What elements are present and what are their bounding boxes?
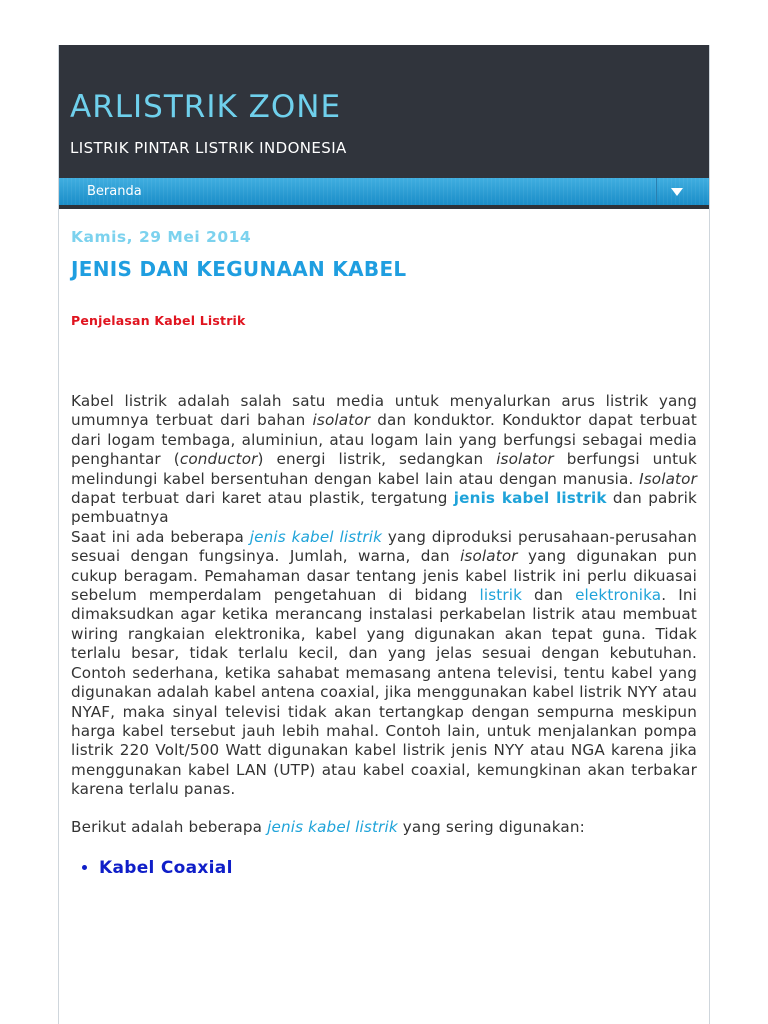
italic-term: Isolator: [639, 469, 697, 488]
nav-menu-toggle[interactable]: [657, 178, 709, 205]
caret-down-icon: [671, 188, 683, 196]
text-segment: yang digunakan pun cukup beragam. Pemahaman dasar tentang jenis kabel listrik ini perlu dikuasai sebelum memperdalam pengetahuan di bidang: [71, 547, 697, 605]
site-title[interactable]: ARLISTRIK ZONE: [70, 89, 342, 125]
paragraph-intro: [71, 392, 697, 528]
italic-term: isolator: [496, 450, 554, 469]
text-segment: dan konduktor. Konduktor dapat terbuat dari logam tembaga, aluminiun, atau logam lain yang berfungsi sebagai media penghantar (: [71, 411, 698, 469]
post-date: Kamis, 29 Mei 2014: [71, 228, 252, 246]
link-jenis-kabel-listrik[interactable]: jenis kabel listrik: [453, 489, 607, 508]
link-elektronika[interactable]: elektronika: [575, 586, 662, 605]
post-body: [71, 392, 697, 837]
cable-type-list: [71, 858, 697, 878]
italic-term: isolator: [312, 411, 371, 430]
text-segment: Berikut adalah beberapa: [71, 817, 268, 836]
post-content: [71, 228, 697, 878]
nav-item-home[interactable]: Beranda: [87, 184, 142, 199]
page-frame: [58, 45, 710, 1024]
post-subheading: Penjelasan Kabel Listrik: [71, 313, 246, 328]
text-segment: yang diproduksi perusahaan-perusahan sesuai dengan fungsinya. Jumlah, warna, dan: [71, 527, 697, 566]
text-segment: Saat ini ada beberapa: [71, 527, 250, 546]
link-jenis-kabel-listrik[interactable]: [250, 528, 382, 546]
text-segment: . Ini dimaksudkan agar ketika merancang instalasi perkabelan listrik atau membuat wiring rangkaian elektronika, kabel yang digunakan akan tepat guna. Tidak terlalu besar, tidak terlalu kecil, dan yang jelas sesuai dengan kebutuhan. Contoh sederhana, ketika sahabat memasang antena televisi, tentu kabel yang digunakan adalah kabel antena coaxial, jika menggunakan kabel listrik NYY atau NYAF, maka sinyal televisi tidak akan tertangkap dengan sempurna meskipun harga kabel tersebut jauh lebih mahal. Contoh lain, untuk menjalankan pompa listrik 220 Volt/500 Watt digunakan kabel listrik jenis NYY atau NGA karena jika menggunakan kabel LAN (UTP) atau kabel coaxial, kemungkinan akan terbakar karena terlalu panas.: [71, 586, 697, 799]
site-header: [59, 45, 709, 178]
text-segment: dan: [522, 586, 576, 605]
link-listrik[interactable]: listrik: [479, 586, 523, 605]
text-segment: ) energi listrik, sedangkan: [257, 450, 497, 469]
link-text: jenis kabel listrik: [249, 527, 383, 546]
text-segment: dapat terbuat dari karet atau plastik, tergatung: [71, 489, 454, 508]
post-title[interactable]: JENIS DAN KEGUNAAN KABEL: [71, 257, 407, 281]
text-segment: yang sering digunakan:: [397, 817, 585, 836]
paragraph-overview: [71, 528, 697, 800]
text-segment: dan pabrik pembuatnya: [71, 489, 697, 527]
link-jenis-kabel-listrik[interactable]: [267, 818, 398, 836]
italic-term: isolator: [460, 547, 518, 566]
text-segment: berfungsi untuk melindungi kabel bersentuhan dengan kabel lain atau dengan manusia.: [71, 450, 697, 488]
link-text: jenis kabel listrik: [267, 817, 398, 836]
paragraph-list-intro: [71, 818, 697, 837]
list-item-kabel-coaxial: • Kabel Coaxial: [99, 858, 697, 878]
site-description: LISTRIK PINTAR LISTRIK INDONESIA: [70, 139, 347, 157]
nav-bar: [59, 178, 709, 209]
text-segment: Kabel listrik adalah salah satu media untuk menyalurkan arus listrik yang umumnya terbuat dari bahan: [71, 392, 697, 430]
italic-term: conductor: [179, 450, 258, 469]
